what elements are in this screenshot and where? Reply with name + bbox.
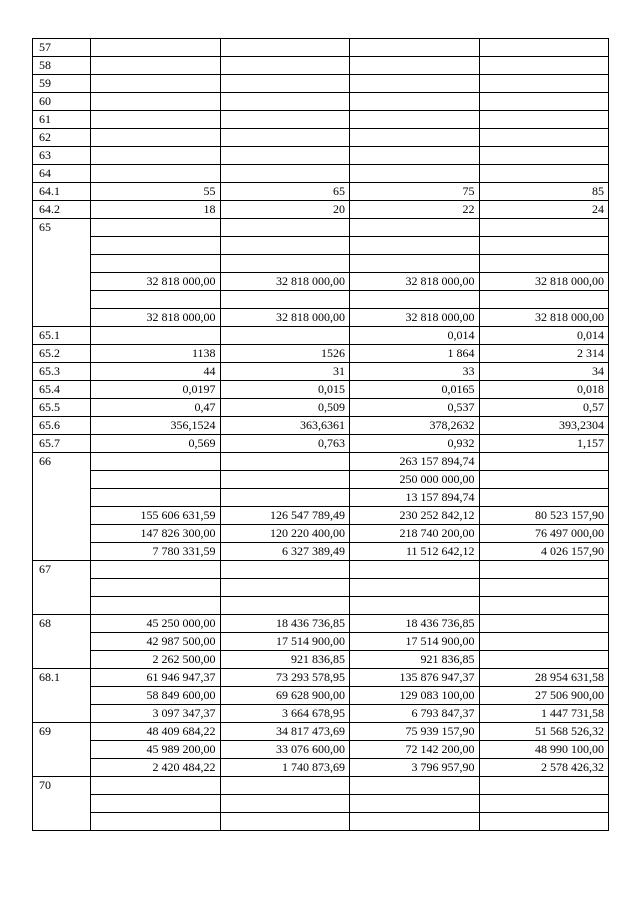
value-cell xyxy=(220,237,350,255)
value-cell xyxy=(350,129,480,147)
value-cell xyxy=(350,147,480,165)
table-row xyxy=(33,363,609,381)
value-cell: 33 xyxy=(350,363,480,381)
value-cell: 3 796 957,90 xyxy=(350,759,480,777)
value-cell xyxy=(479,615,609,633)
value-cell: 1138 xyxy=(91,345,221,363)
value-cell xyxy=(91,579,221,597)
row-label xyxy=(33,525,91,543)
value-cell xyxy=(91,291,221,309)
value-cell: 27 506 900,00 xyxy=(479,687,609,705)
value-cell: 0,0165 xyxy=(350,381,480,399)
value-cell xyxy=(220,93,350,111)
value-cell xyxy=(479,93,609,111)
value-cell: 147 826 300,00 xyxy=(91,525,221,543)
value-cell: 65 xyxy=(220,183,350,201)
value-cell xyxy=(91,471,221,489)
table-row xyxy=(33,111,609,129)
table-row xyxy=(33,57,609,75)
row-label xyxy=(33,237,91,255)
value-cell: 32 818 000,00 xyxy=(479,309,609,327)
table-row xyxy=(33,723,609,741)
row-label: 65.2 xyxy=(33,345,91,363)
table-row xyxy=(33,399,609,417)
value-cell: 45 989 200,00 xyxy=(91,741,221,759)
value-cell xyxy=(350,57,480,75)
value-cell xyxy=(479,237,609,255)
table-row xyxy=(33,39,609,57)
value-cell: 2 262 500,00 xyxy=(91,651,221,669)
value-cell: 0,537 xyxy=(350,399,480,417)
table-row xyxy=(33,759,609,777)
value-cell xyxy=(350,111,480,129)
value-cell: 3 664 678,95 xyxy=(220,705,350,723)
table-row xyxy=(33,579,609,597)
table-row xyxy=(33,795,609,813)
value-cell xyxy=(479,291,609,309)
table-row xyxy=(33,453,609,471)
row-label xyxy=(33,795,91,813)
value-cell xyxy=(220,219,350,237)
value-cell xyxy=(91,777,221,795)
value-cell: 11 512 642,12 xyxy=(350,543,480,561)
value-cell: 75 xyxy=(350,183,480,201)
table-row xyxy=(33,93,609,111)
value-cell: 7 780 331,59 xyxy=(91,543,221,561)
row-label: 64 xyxy=(33,165,91,183)
value-cell xyxy=(91,129,221,147)
value-cell xyxy=(91,561,221,579)
table-row xyxy=(33,309,609,327)
value-cell: 0,509 xyxy=(220,399,350,417)
value-cell: 0,569 xyxy=(91,435,221,453)
table-row xyxy=(33,741,609,759)
value-cell: 1 447 731,58 xyxy=(479,705,609,723)
value-cell xyxy=(479,777,609,795)
row-label: 64.1 xyxy=(33,183,91,201)
value-cell xyxy=(479,165,609,183)
value-cell xyxy=(479,795,609,813)
value-cell xyxy=(220,795,350,813)
value-cell xyxy=(91,795,221,813)
value-cell: 0,932 xyxy=(350,435,480,453)
value-cell xyxy=(479,597,609,615)
value-cell xyxy=(350,255,480,273)
value-cell xyxy=(479,561,609,579)
table-row xyxy=(33,615,609,633)
value-cell xyxy=(220,777,350,795)
value-cell xyxy=(350,75,480,93)
row-label xyxy=(33,273,91,291)
value-cell: 34 817 473,69 xyxy=(220,723,350,741)
row-label xyxy=(33,633,91,651)
value-cell: 20 xyxy=(220,201,350,219)
value-cell: 0,018 xyxy=(479,381,609,399)
row-label xyxy=(33,579,91,597)
row-label xyxy=(33,687,91,705)
table-row xyxy=(33,183,609,201)
value-cell: 85 xyxy=(479,183,609,201)
value-cell: 22 xyxy=(350,201,480,219)
value-cell: 34 xyxy=(479,363,609,381)
value-cell: 1526 xyxy=(220,345,350,363)
value-cell: 32 818 000,00 xyxy=(220,309,350,327)
value-cell: 31 xyxy=(220,363,350,381)
table-row xyxy=(33,237,609,255)
value-cell xyxy=(220,597,350,615)
table-row xyxy=(33,147,609,165)
value-cell: 126 547 789,49 xyxy=(220,507,350,525)
table-row xyxy=(33,651,609,669)
value-cell: 17 514 900,00 xyxy=(350,633,480,651)
value-cell xyxy=(220,561,350,579)
row-label: 60 xyxy=(33,93,91,111)
row-label: 65.7 xyxy=(33,435,91,453)
value-cell xyxy=(220,327,350,345)
value-cell xyxy=(479,129,609,147)
value-cell: 363,6361 xyxy=(220,417,350,435)
row-label xyxy=(33,291,91,309)
table-row xyxy=(33,525,609,543)
value-cell: 6 327 389,49 xyxy=(220,543,350,561)
value-cell xyxy=(350,777,480,795)
row-label: 57 xyxy=(33,39,91,57)
row-label xyxy=(33,813,91,831)
row-label xyxy=(33,705,91,723)
value-cell xyxy=(479,489,609,507)
table-row xyxy=(33,75,609,93)
value-cell: 32 818 000,00 xyxy=(91,309,221,327)
value-cell xyxy=(91,75,221,93)
value-cell: 32 818 000,00 xyxy=(220,273,350,291)
row-label: 70 xyxy=(33,777,91,795)
value-cell: 72 142 200,00 xyxy=(350,741,480,759)
value-cell: 4 026 157,90 xyxy=(479,543,609,561)
table-row xyxy=(33,705,609,723)
row-label xyxy=(33,489,91,507)
row-label: 65.5 xyxy=(33,399,91,417)
value-cell xyxy=(350,795,480,813)
value-cell xyxy=(91,813,221,831)
value-cell: 18 436 736,85 xyxy=(220,615,350,633)
table-row xyxy=(33,561,609,579)
table-row xyxy=(33,507,609,525)
table-row xyxy=(33,273,609,291)
value-cell: 218 740 200,00 xyxy=(350,525,480,543)
value-cell: 48 990 100,00 xyxy=(479,741,609,759)
value-cell xyxy=(350,813,480,831)
row-label: 59 xyxy=(33,75,91,93)
value-cell: 393,2304 xyxy=(479,417,609,435)
value-cell: 0,763 xyxy=(220,435,350,453)
table-row xyxy=(33,489,609,507)
table-row xyxy=(33,471,609,489)
value-cell: 17 514 900,00 xyxy=(220,633,350,651)
value-cell xyxy=(91,489,221,507)
table-row xyxy=(33,687,609,705)
value-cell: 921 836,85 xyxy=(350,651,480,669)
value-cell xyxy=(350,165,480,183)
value-cell: 135 876 947,37 xyxy=(350,669,480,687)
value-cell xyxy=(479,255,609,273)
table-row xyxy=(33,777,609,795)
row-label xyxy=(33,651,91,669)
value-cell: 44 xyxy=(91,363,221,381)
value-cell: 61 946 947,37 xyxy=(91,669,221,687)
value-cell: 55 xyxy=(91,183,221,201)
value-cell xyxy=(91,453,221,471)
row-label: 65.3 xyxy=(33,363,91,381)
row-label: 65.4 xyxy=(33,381,91,399)
row-label: 65.1 xyxy=(33,327,91,345)
value-cell: 0,47 xyxy=(91,399,221,417)
value-cell: 33 076 600,00 xyxy=(220,741,350,759)
row-label xyxy=(33,507,91,525)
value-cell xyxy=(220,75,350,93)
value-cell: 1 740 873,69 xyxy=(220,759,350,777)
value-cell xyxy=(220,111,350,129)
value-cell xyxy=(479,453,609,471)
table-row xyxy=(33,435,609,453)
value-cell: 263 157 894,74 xyxy=(350,453,480,471)
row-label: 62 xyxy=(33,129,91,147)
row-label xyxy=(33,597,91,615)
value-cell: 80 523 157,90 xyxy=(479,507,609,525)
data-table xyxy=(32,38,609,831)
value-cell xyxy=(350,561,480,579)
value-cell: 378,2632 xyxy=(350,417,480,435)
value-cell: 2 314 xyxy=(479,345,609,363)
value-cell xyxy=(350,597,480,615)
value-cell: 28 954 631,58 xyxy=(479,669,609,687)
value-cell xyxy=(350,39,480,57)
value-cell xyxy=(479,57,609,75)
value-cell xyxy=(479,111,609,129)
value-cell xyxy=(350,291,480,309)
table-row xyxy=(33,291,609,309)
value-cell: 32 818 000,00 xyxy=(479,273,609,291)
row-label: 61 xyxy=(33,111,91,129)
value-cell: 32 818 000,00 xyxy=(350,273,480,291)
value-cell xyxy=(220,579,350,597)
value-cell: 129 083 100,00 xyxy=(350,687,480,705)
row-label xyxy=(33,543,91,561)
table-row xyxy=(33,165,609,183)
value-cell xyxy=(220,471,350,489)
value-cell xyxy=(479,579,609,597)
value-cell: 51 568 526,32 xyxy=(479,723,609,741)
value-cell xyxy=(91,147,221,165)
value-cell: 18 436 736,85 xyxy=(350,615,480,633)
value-cell: 58 849 600,00 xyxy=(91,687,221,705)
value-cell xyxy=(350,579,480,597)
value-cell: 0,0197 xyxy=(91,381,221,399)
value-cell: 6 793 847,37 xyxy=(350,705,480,723)
value-cell: 2 578 426,32 xyxy=(479,759,609,777)
value-cell: 1 864 xyxy=(350,345,480,363)
value-cell: 921 836,85 xyxy=(220,651,350,669)
value-cell xyxy=(91,57,221,75)
value-cell xyxy=(350,219,480,237)
row-label: 69 xyxy=(33,723,91,741)
row-label xyxy=(33,255,91,273)
value-cell: 3 097 347,37 xyxy=(91,705,221,723)
table-row xyxy=(33,255,609,273)
table-row xyxy=(33,417,609,435)
value-cell: 0,014 xyxy=(479,327,609,345)
row-label xyxy=(33,309,91,327)
value-cell xyxy=(220,291,350,309)
value-cell xyxy=(350,93,480,111)
value-cell xyxy=(220,453,350,471)
value-cell: 0,57 xyxy=(479,399,609,417)
row-label xyxy=(33,471,91,489)
table-row xyxy=(33,813,609,831)
table-row xyxy=(33,345,609,363)
value-cell xyxy=(220,129,350,147)
table-row xyxy=(33,597,609,615)
value-cell: 18 xyxy=(91,201,221,219)
row-label xyxy=(33,759,91,777)
value-cell xyxy=(91,597,221,615)
table-row xyxy=(33,201,609,219)
row-label xyxy=(33,741,91,759)
value-cell: 32 818 000,00 xyxy=(350,309,480,327)
value-cell xyxy=(91,237,221,255)
value-cell: 13 157 894,74 xyxy=(350,489,480,507)
value-cell xyxy=(220,165,350,183)
table-row xyxy=(33,129,609,147)
value-cell: 24 xyxy=(479,201,609,219)
table-row xyxy=(33,381,609,399)
row-label: 68.1 xyxy=(33,669,91,687)
value-cell xyxy=(220,57,350,75)
value-cell xyxy=(350,237,480,255)
value-cell xyxy=(91,111,221,129)
value-cell: 45 250 000,00 xyxy=(91,615,221,633)
value-cell: 75 939 157,90 xyxy=(350,723,480,741)
row-label: 65 xyxy=(33,219,91,237)
value-cell: 32 818 000,00 xyxy=(91,273,221,291)
table-row xyxy=(33,669,609,687)
value-cell xyxy=(479,813,609,831)
value-cell: 1,157 xyxy=(479,435,609,453)
value-cell: 356,1524 xyxy=(91,417,221,435)
table-row xyxy=(33,327,609,345)
table-row xyxy=(33,633,609,651)
value-cell xyxy=(479,633,609,651)
value-cell: 42 987 500,00 xyxy=(91,633,221,651)
value-cell: 120 220 400,00 xyxy=(220,525,350,543)
value-cell: 73 293 578,95 xyxy=(220,669,350,687)
value-cell xyxy=(220,489,350,507)
value-cell xyxy=(91,327,221,345)
table-body xyxy=(33,39,609,831)
value-cell xyxy=(220,39,350,57)
value-cell: 0,015 xyxy=(220,381,350,399)
value-cell: 0,014 xyxy=(350,327,480,345)
value-cell xyxy=(91,93,221,111)
row-label: 63 xyxy=(33,147,91,165)
value-cell xyxy=(91,219,221,237)
value-cell xyxy=(220,255,350,273)
value-cell: 230 252 842,12 xyxy=(350,507,480,525)
row-label: 64.2 xyxy=(33,201,91,219)
row-label: 58 xyxy=(33,57,91,75)
value-cell xyxy=(479,75,609,93)
table-row xyxy=(33,219,609,237)
row-label: 66 xyxy=(33,453,91,471)
value-cell: 2 420 484,22 xyxy=(91,759,221,777)
value-cell: 69 628 900,00 xyxy=(220,687,350,705)
value-cell xyxy=(91,39,221,57)
value-cell xyxy=(91,255,221,273)
value-cell xyxy=(220,813,350,831)
table-row xyxy=(33,543,609,561)
value-cell xyxy=(479,147,609,165)
value-cell xyxy=(479,219,609,237)
value-cell: 250 000 000,00 xyxy=(350,471,480,489)
value-cell xyxy=(220,147,350,165)
value-cell xyxy=(479,651,609,669)
value-cell: 48 409 684,22 xyxy=(91,723,221,741)
row-label: 65.6 xyxy=(33,417,91,435)
value-cell xyxy=(479,471,609,489)
value-cell xyxy=(479,39,609,57)
value-cell xyxy=(91,165,221,183)
value-cell: 155 606 631,59 xyxy=(91,507,221,525)
row-label: 68 xyxy=(33,615,91,633)
row-label: 67 xyxy=(33,561,91,579)
value-cell: 76 497 000,00 xyxy=(479,525,609,543)
